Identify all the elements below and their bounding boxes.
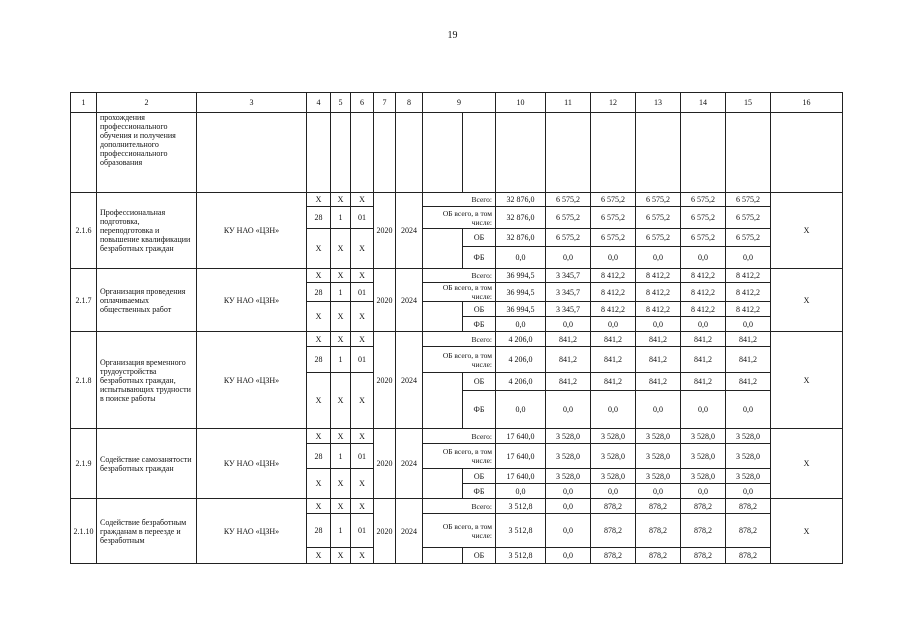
amount-cell: 6 575,2: [681, 229, 726, 247]
x-mark: Х: [771, 269, 843, 332]
year-from: 2020: [374, 332, 396, 429]
amount-cell: 3 345,7: [546, 283, 591, 302]
funding-label: ОБ: [463, 469, 496, 484]
amount-cell: 841,2: [591, 373, 636, 391]
amount-cell: 3 528,0: [636, 429, 681, 444]
funding-label: ФБ: [463, 317, 496, 332]
column-header: 16: [771, 93, 843, 113]
amount-cell: 6 575,2: [726, 229, 771, 247]
amount-cell: 878,2: [726, 499, 771, 514]
item-number: 2.1.6: [71, 193, 97, 269]
amount-cell: 0,0: [726, 247, 771, 269]
funding-label-total: Всего:: [423, 269, 496, 283]
x-mark: Х: [307, 499, 331, 514]
empty-cell: [423, 548, 463, 564]
x-mark: Х: [771, 499, 843, 564]
amount-cell: 878,2: [636, 514, 681, 548]
item-number: 2.1.8: [71, 332, 97, 429]
empty-cell: [681, 113, 726, 193]
empty-cell: [331, 113, 351, 193]
amount-cell: 6 575,2: [726, 193, 771, 207]
x-mark: Х: [331, 229, 351, 269]
code-cell: 1: [331, 283, 351, 302]
amount-cell: 8 412,2: [726, 283, 771, 302]
column-header: 14: [681, 93, 726, 113]
empty-cell: [423, 469, 463, 499]
continuation-text: прохождения профессионального обучения и получения дополнительного профессионального образования: [97, 113, 197, 193]
amount-cell: 17 640,0: [496, 429, 546, 444]
amount-cell: 3 528,0: [726, 469, 771, 484]
year-from: 2020: [374, 269, 396, 332]
budget-table: [70, 92, 843, 564]
amount-cell: 0,0: [726, 391, 771, 429]
amount-cell: 0,0: [546, 317, 591, 332]
x-mark: Х: [331, 429, 351, 444]
empty-cell: [496, 113, 546, 193]
column-header: 8: [396, 93, 423, 113]
x-mark: Х: [351, 499, 374, 514]
column-header: 12: [591, 93, 636, 113]
funding-label-ob-total: ОБ всего, в том числе:: [423, 207, 496, 229]
amount-cell: 0,0: [636, 247, 681, 269]
column-header: 7: [374, 93, 396, 113]
empty-cell: [771, 113, 843, 193]
funding-label-ob-total: ОБ всего, в том числе:: [423, 444, 496, 469]
amount-cell: 8 412,2: [636, 283, 681, 302]
amount-cell: 841,2: [636, 373, 681, 391]
amount-cell: 841,2: [591, 347, 636, 373]
amount-cell: 0,0: [681, 317, 726, 332]
code-cell: 01: [351, 347, 374, 373]
executor: КУ НАО «ЦЗН»: [197, 269, 307, 332]
amount-cell: 3 528,0: [591, 444, 636, 469]
amount-cell: 0,0: [681, 391, 726, 429]
page-number: 19: [447, 30, 458, 41]
item-number: 2.1.10: [71, 499, 97, 564]
funding-label-ob-total: ОБ всего, в том числе:: [423, 347, 496, 373]
amount-cell: 0,0: [546, 247, 591, 269]
item-name: Содействие самозанятости безработных граждан: [97, 429, 197, 499]
amount-cell: 0,0: [726, 317, 771, 332]
x-mark: Х: [351, 548, 374, 564]
x-mark: Х: [331, 373, 351, 429]
amount-cell: 878,2: [591, 499, 636, 514]
amount-cell: 0,0: [681, 484, 726, 499]
executor: КУ НАО «ЦЗН»: [197, 332, 307, 429]
code-cell: 28: [307, 444, 331, 469]
amount-cell: 8 412,2: [681, 302, 726, 317]
amount-cell: 0,0: [546, 391, 591, 429]
amount-cell: 3 528,0: [681, 469, 726, 484]
amount-cell: 841,2: [681, 332, 726, 347]
amount-cell: 3 528,0: [546, 429, 591, 444]
funding-label: ФБ: [463, 391, 496, 429]
amount-cell: 0,0: [681, 247, 726, 269]
empty-cell: [423, 113, 463, 193]
amount-cell: 841,2: [546, 347, 591, 373]
amount-cell: 8 412,2: [681, 269, 726, 283]
amount-cell: 0,0: [546, 548, 591, 564]
amount-cell: 3 528,0: [636, 444, 681, 469]
year-from: 2020: [374, 429, 396, 499]
executor: КУ НАО «ЦЗН»: [197, 429, 307, 499]
x-mark: Х: [331, 469, 351, 499]
column-header: 15: [726, 93, 771, 113]
amount-cell: 841,2: [591, 332, 636, 347]
amount-cell: 6 575,2: [636, 193, 681, 207]
empty-cell: [591, 113, 636, 193]
table-row: [71, 269, 843, 283]
amount-cell: 0,0: [546, 514, 591, 548]
continuation-row: [71, 113, 843, 193]
column-header: 3: [197, 93, 307, 113]
code-cell: 01: [351, 444, 374, 469]
amount-cell: 3 512,8: [496, 548, 546, 564]
table-row: [71, 429, 843, 444]
column-header: 10: [496, 93, 546, 113]
year-to: 2024: [396, 269, 423, 332]
x-mark: Х: [771, 193, 843, 269]
amount-cell: 3 512,8: [496, 514, 546, 548]
amount-cell: 8 412,2: [726, 302, 771, 317]
amount-cell: 0,0: [546, 484, 591, 499]
amount-cell: 36 994,5: [496, 283, 546, 302]
empty-cell: [374, 113, 396, 193]
empty-cell: [71, 113, 97, 193]
funding-label-ob-total: ОБ всего, в том числе:: [423, 283, 496, 302]
amount-cell: 8 412,2: [681, 283, 726, 302]
x-mark: Х: [331, 302, 351, 332]
funding-label-total: Всего:: [423, 332, 496, 347]
amount-cell: 841,2: [726, 373, 771, 391]
amount-cell: 878,2: [681, 548, 726, 564]
code-cell: 1: [331, 514, 351, 548]
code-cell: 1: [331, 444, 351, 469]
amount-cell: 878,2: [726, 514, 771, 548]
empty-cell: [423, 229, 463, 269]
amount-cell: 0,0: [496, 484, 546, 499]
amount-cell: 0,0: [496, 247, 546, 269]
executor: КУ НАО «ЦЗН»: [197, 193, 307, 269]
executor: КУ НАО «ЦЗН»: [197, 499, 307, 564]
amount-cell: 0,0: [591, 391, 636, 429]
funding-label: ФБ: [463, 247, 496, 269]
x-mark: Х: [351, 229, 374, 269]
year-to: 2024: [396, 429, 423, 499]
table-row: [71, 193, 843, 207]
amount-cell: 32 876,0: [496, 229, 546, 247]
amount-cell: 6 575,2: [591, 193, 636, 207]
x-mark: Х: [307, 469, 331, 499]
amount-cell: 0,0: [636, 484, 681, 499]
amount-cell: 878,2: [636, 499, 681, 514]
amount-cell: 0,0: [546, 499, 591, 514]
amount-cell: 6 575,2: [591, 229, 636, 247]
amount-cell: 32 876,0: [496, 207, 546, 229]
amount-cell: 36 994,5: [496, 302, 546, 317]
item-number: 2.1.9: [71, 429, 97, 499]
amount-cell: 878,2: [681, 499, 726, 514]
x-mark: Х: [307, 373, 331, 429]
amount-cell: 0,0: [591, 484, 636, 499]
item-name: Профессиональная подготовка, переподготовка и повышение квалификации безработных граждан: [97, 193, 197, 269]
item-name: Организация временного трудоустройства безработных граждан, испытывающих трудности в поиске работы: [97, 332, 197, 429]
x-mark: Х: [331, 499, 351, 514]
amount-cell: 6 575,2: [546, 193, 591, 207]
amount-cell: 878,2: [636, 548, 681, 564]
x-mark: Х: [307, 193, 331, 207]
amount-cell: 841,2: [546, 332, 591, 347]
year-to: 2024: [396, 332, 423, 429]
amount-cell: 841,2: [546, 373, 591, 391]
code-cell: 01: [351, 207, 374, 229]
funding-label: ФБ: [463, 484, 496, 499]
amount-cell: 0,0: [591, 317, 636, 332]
amount-cell: 6 575,2: [546, 229, 591, 247]
amount-cell: 3 528,0: [636, 469, 681, 484]
column-header: 4: [307, 93, 331, 113]
x-mark: Х: [307, 332, 331, 347]
x-mark: Х: [331, 193, 351, 207]
empty-cell: [396, 113, 423, 193]
amount-cell: 0,0: [726, 484, 771, 499]
year-from: 2020: [374, 499, 396, 564]
amount-cell: 0,0: [591, 247, 636, 269]
column-header-row: [71, 93, 843, 113]
x-mark: Х: [351, 269, 374, 283]
empty-cell: [546, 113, 591, 193]
code-cell: 28: [307, 514, 331, 548]
empty-cell: [636, 113, 681, 193]
amount-cell: 6 575,2: [726, 207, 771, 229]
x-mark: Х: [307, 548, 331, 564]
year-from: 2020: [374, 193, 396, 269]
funding-label-ob-total: ОБ всего, в том числе:: [423, 514, 496, 548]
column-header: 9: [423, 93, 496, 113]
x-mark: Х: [351, 373, 374, 429]
column-header: 5: [331, 93, 351, 113]
x-mark: Х: [771, 332, 843, 429]
code-cell: 01: [351, 514, 374, 548]
table-row: [71, 499, 843, 514]
x-mark: Х: [331, 548, 351, 564]
amount-cell: 3 345,7: [546, 269, 591, 283]
code-cell: 28: [307, 347, 331, 373]
amount-cell: 4 206,0: [496, 373, 546, 391]
funding-label-total: Всего:: [423, 193, 496, 207]
x-mark: Х: [307, 229, 331, 269]
amount-cell: 6 575,2: [681, 193, 726, 207]
amount-cell: 8 412,2: [636, 269, 681, 283]
amount-cell: 6 575,2: [636, 229, 681, 247]
amount-cell: 8 412,2: [726, 269, 771, 283]
year-to: 2024: [396, 193, 423, 269]
amount-cell: 4 206,0: [496, 332, 546, 347]
amount-cell: 3 345,7: [546, 302, 591, 317]
code-cell: 28: [307, 207, 331, 229]
item-name: Содействие безработным гражданам в переезде и безработным: [97, 499, 197, 564]
column-header: 13: [636, 93, 681, 113]
x-mark: Х: [351, 429, 374, 444]
amount-cell: 8 412,2: [636, 302, 681, 317]
x-mark: Х: [351, 469, 374, 499]
amount-cell: 6 575,2: [591, 207, 636, 229]
item-number: 2.1.7: [71, 269, 97, 332]
amount-cell: 4 206,0: [496, 347, 546, 373]
funding-label: ОБ: [463, 373, 496, 391]
amount-cell: 36 994,5: [496, 269, 546, 283]
x-mark: Х: [307, 269, 331, 283]
amount-cell: 0,0: [636, 391, 681, 429]
amount-cell: 841,2: [681, 347, 726, 373]
amount-cell: 3 528,0: [546, 469, 591, 484]
amount-cell: 0,0: [496, 317, 546, 332]
amount-cell: 841,2: [726, 332, 771, 347]
amount-cell: 6 575,2: [636, 207, 681, 229]
empty-cell: [423, 302, 463, 332]
amount-cell: 878,2: [591, 514, 636, 548]
code-cell: 28: [307, 283, 331, 302]
amount-cell: 3 528,0: [681, 444, 726, 469]
code-cell: 1: [331, 347, 351, 373]
amount-cell: 841,2: [636, 347, 681, 373]
x-mark: Х: [331, 269, 351, 283]
amount-cell: 841,2: [636, 332, 681, 347]
empty-cell: [423, 373, 463, 429]
x-mark: Х: [351, 193, 374, 207]
amount-cell: 3 528,0: [591, 429, 636, 444]
amount-cell: 17 640,0: [496, 444, 546, 469]
funding-label: ОБ: [463, 302, 496, 317]
funding-label: ОБ: [463, 229, 496, 247]
amount-cell: 3 512,8: [496, 499, 546, 514]
amount-cell: 3 528,0: [726, 444, 771, 469]
amount-cell: 3 528,0: [591, 469, 636, 484]
empty-cell: [726, 113, 771, 193]
x-mark: Х: [351, 302, 374, 332]
code-cell: 01: [351, 283, 374, 302]
funding-label-total: Всего:: [423, 429, 496, 444]
table-row: [71, 332, 843, 347]
code-cell: 1: [331, 207, 351, 229]
column-header: 11: [546, 93, 591, 113]
amount-cell: 3 528,0: [546, 444, 591, 469]
amount-cell: 32 876,0: [496, 193, 546, 207]
amount-cell: 17 640,0: [496, 469, 546, 484]
item-name: Организация проведения оплачиваемых общественных работ: [97, 269, 197, 332]
column-header: 1: [71, 93, 97, 113]
year-to: 2024: [396, 499, 423, 564]
amount-cell: 3 528,0: [726, 429, 771, 444]
column-header: 6: [351, 93, 374, 113]
amount-cell: 0,0: [496, 391, 546, 429]
empty-cell: [197, 113, 307, 193]
amount-cell: 878,2: [681, 514, 726, 548]
x-mark: Х: [307, 429, 331, 444]
amount-cell: 8 412,2: [591, 283, 636, 302]
amount-cell: 8 412,2: [591, 269, 636, 283]
amount-cell: 6 575,2: [681, 207, 726, 229]
funding-label-total: Всего:: [423, 499, 496, 514]
amount-cell: 841,2: [681, 373, 726, 391]
column-header: 2: [97, 93, 197, 113]
empty-cell: [351, 113, 374, 193]
x-mark: Х: [331, 332, 351, 347]
empty-cell: [307, 113, 331, 193]
amount-cell: 878,2: [591, 548, 636, 564]
amount-cell: 3 528,0: [681, 429, 726, 444]
x-mark: Х: [771, 429, 843, 499]
empty-cell: [463, 113, 496, 193]
x-mark: Х: [351, 332, 374, 347]
amount-cell: 878,2: [726, 548, 771, 564]
amount-cell: 8 412,2: [591, 302, 636, 317]
x-mark: Х: [307, 302, 331, 332]
amount-cell: 6 575,2: [546, 207, 591, 229]
amount-cell: 0,0: [636, 317, 681, 332]
amount-cell: 841,2: [726, 347, 771, 373]
funding-label: ОБ: [463, 548, 496, 564]
